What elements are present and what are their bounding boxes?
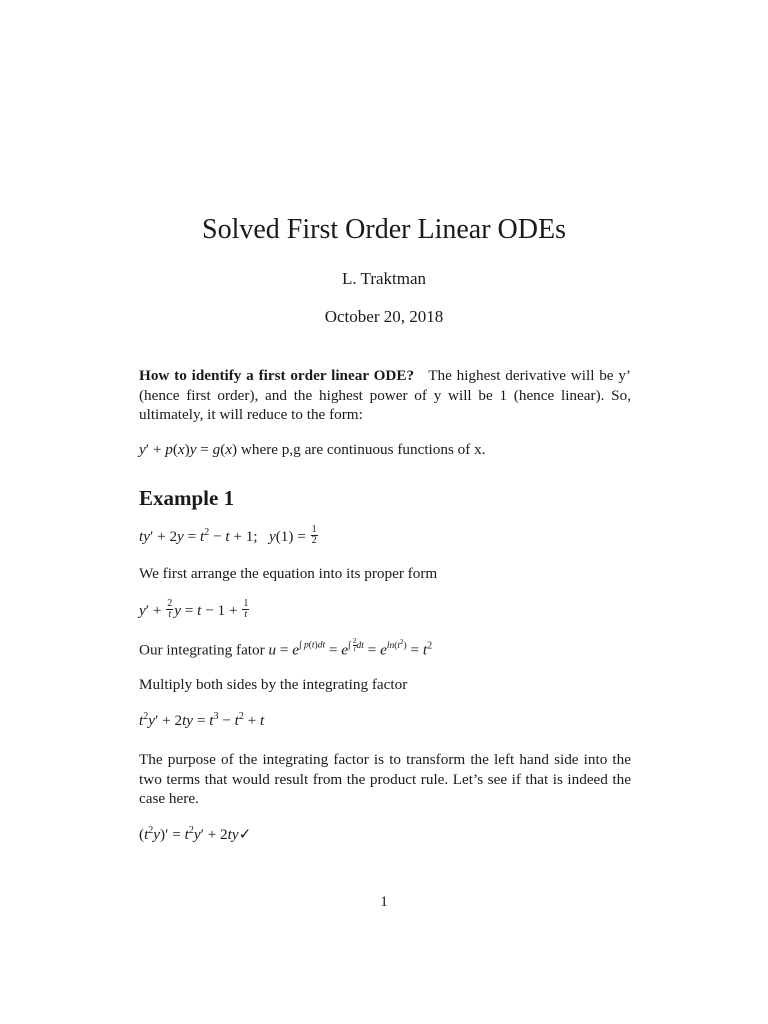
general-form-equation: y′ + p(x)y = g(x) where p,g are continuous functions of x. — [139, 441, 486, 458]
general-form-suffix: where p,g are continuous functions of x. — [240, 441, 486, 458]
multiplied-equation: $t^2y' + 2ty = t^3 - t^2 + t$ — [139, 711, 265, 729]
intro-bold-lead: How to identify a first order linear ODE? — [139, 367, 415, 384]
arrange-text: We first arrange the equation into its proper form — [139, 565, 438, 582]
proper-form-equation: y′ + $\frac{2}{t}$ y = t − 1 + $\frac{1}{t}$ — [139, 598, 249, 620]
product-rule-check: $(t^2y)' = t^2y'$ + 2ty✓ — [139, 825, 252, 843]
purpose-paragraph: The purpose of the integrating factor is to transform the left hand side into the two terms that would result from the product rule. Let’s see if that is indeed the case here. — [139, 751, 631, 807]
integrating-factor-lead: Our integrating fator — [139, 641, 265, 659]
document-author: L. Traktman — [341, 269, 427, 288]
example-1-heading: Example 1 — [139, 486, 235, 510]
document-title: Solved First Order Linear ODEs — [202, 214, 566, 245]
checkmark-icon: ✓ — [238, 826, 252, 843]
page-number: 1 — [380, 893, 388, 910]
intro-text: The highest derivative will be y’ (hence first order), and the highest power of y will be 1 (hence linear). So, ultimately, it will reduce to the form: — [139, 367, 631, 423]
intro-paragraph — [139, 366, 631, 425]
multiply-text: Multiply both sides by the integrating factor — [139, 676, 408, 693]
integrating-factor-line: Our integrating fator $u = e^{\int p(t)dt} = e^{\int \frac{2}{t} dt} = e^{ln(t^2)} = t^2$ — [139, 637, 433, 659]
document-date: October 20, 2018 — [324, 307, 444, 326]
example-1-equation: $ty' + 2y = t^2 - t + 1$; y(1) = $\frac{1}{2}$ — [139, 524, 317, 546]
